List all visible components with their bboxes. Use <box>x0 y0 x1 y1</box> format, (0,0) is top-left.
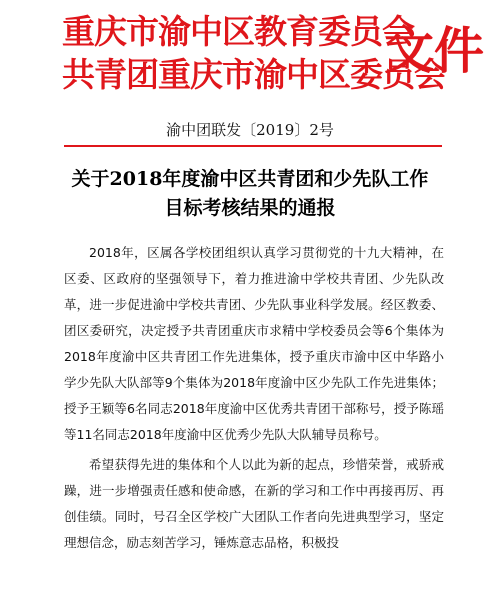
red-divider <box>64 145 442 147</box>
issuer-line-2: 共青团重庆市渝中区委员会 <box>62 55 446 94</box>
body-paragraph-2: 希望获得先进的集体和个人以此为新的起点，珍惜荣誉，戒骄戒躁，进一步增强责任感和使命感，在新的学习和工作中再接再厉、再创佳绩。同时，号召全区学校广大团队工作者向先进典型学习，坚定理想信念，励志刻苦学习，锤炼意志品格，积极投 <box>64 457 444 550</box>
title-line-1: 关于2018年度渝中区共青团和少先队工作 <box>71 168 429 190</box>
document-number: 渝中团联发〔2019〕2号 <box>166 121 334 139</box>
document-type-label: 文件 <box>384 21 484 80</box>
document-body <box>64 240 444 556</box>
issuer-line-1: 重庆市渝中区教育委员会 <box>62 12 414 51</box>
title-line-2: 目标考核结果的通报 <box>164 197 336 219</box>
body-paragraph-1: 2018年，区属各学校团组织认真学习贯彻党的十九大精神，在区委、区政府的坚强领导下，着力推进渝中学校共青团、少先队改革，进一步促进渝中学校共青团、少先队事业科学发展。经区教委、团区委研究，决定授予共青团重庆市求精中学校委员会等6个集体为2018年度渝中区共青团工作先进集体，授予重庆市渝中区中华路小学少先队大队部等9个集体为2018年度渝中区少先队工作先进集体；授予王颖等6名同志2018年度渝中区优秀共青团干部称号，授予陈瑶等11名同志2018年度渝中区优秀少先队大队辅导员称号。 <box>64 245 444 442</box>
